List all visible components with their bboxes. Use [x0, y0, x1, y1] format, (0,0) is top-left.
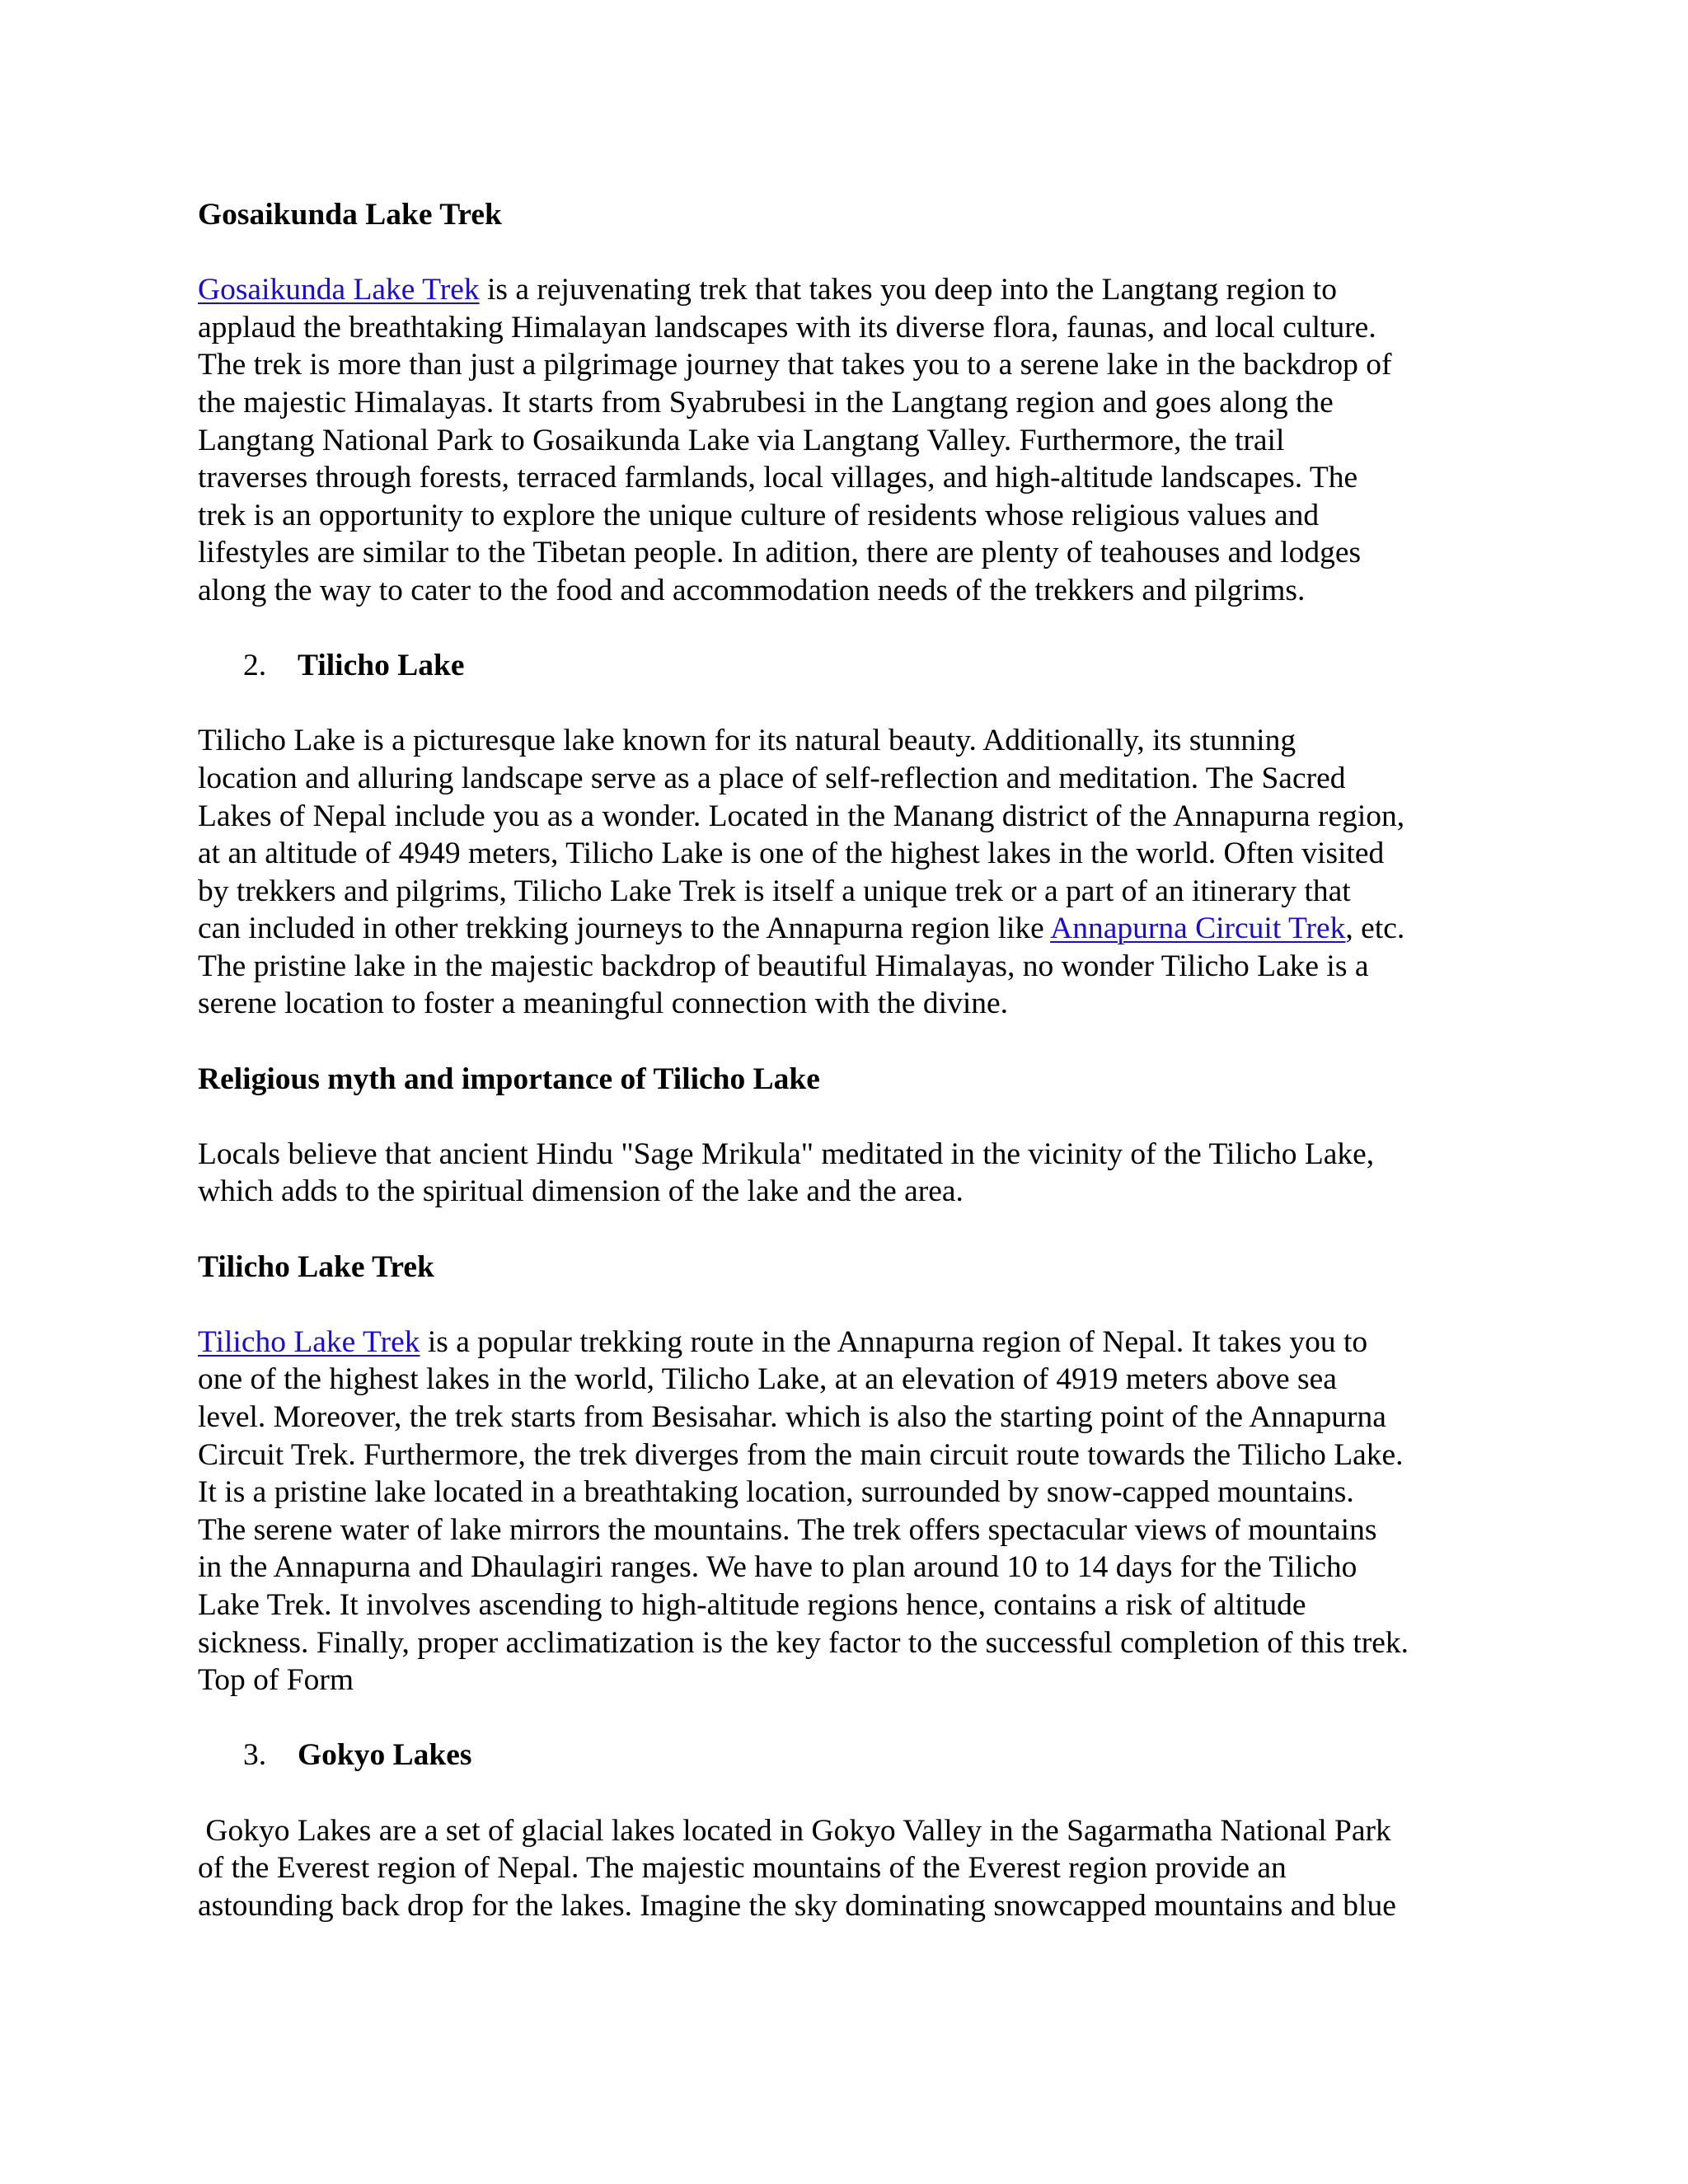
paragraph-line: level. Moreover, the trek starts from Besisahar. which is also the starting point of the Annapurna [198, 1400, 1386, 1434]
paragraph-line: trek is an opportunity to explore the unique culture of residents whose religious values and [198, 498, 1320, 532]
heading-text: Tilicho Lake [298, 649, 465, 683]
paragraph-line: along the way to cater to the food and accommodation needs of the trekkers and pilgrims. [198, 573, 1306, 607]
gosaikunda-paragraph [198, 271, 1508, 609]
paragraph-text: is a rejuvenating trek that takes you deep into the Langtang region to [479, 273, 1337, 307]
religious-myth-heading: Religious myth and importance of Tilicho Lake [198, 1062, 820, 1096]
paragraph-line: sickness. Finally, proper acclimatization is the key factor to the successful completion of this trek. [198, 1625, 1409, 1660]
paragraph-line: Lakes of Nepal include you as a wonder. Located in the Manang district of the Annapurna region, [198, 799, 1405, 833]
paragraph-line: astounding back drop for the lakes. Imagine the sky dominating snowcapped mountains and blue [198, 1888, 1396, 1923]
gokyo-lakes-heading [198, 1736, 1508, 1774]
paragraph-line: serene location to foster a meaningful connection with the divine. [198, 987, 1009, 1021]
tilicho-trek-paragraph [198, 1324, 1508, 1699]
paragraph-line: The trek is more than just a pilgrimage journey that takes you to a serene lake in the backdrop of [198, 348, 1392, 382]
paragraph-line: Lake Trek. It involves ascending to high-altitude regions hence, contains a risk of altitude [198, 1587, 1306, 1622]
religious-myth-paragraph [198, 1136, 1508, 1211]
paragraph-line: one of the highest lakes in the world, Tilicho Lake, at an elevation of 4919 meters above sea [198, 1362, 1337, 1397]
document-page [198, 196, 1508, 1924]
top-of-form-text: Top of Form [198, 1663, 354, 1698]
paragraph-line: applaud the breathtaking Himalayan landscapes with its diverse flora, faunas, and local culture. [198, 310, 1376, 344]
paragraph-line: lifestyles are similar to the Tibetan people. In adition, there are plenty of teahouses and lodges [198, 536, 1362, 570]
paragraph-line: traverses through forests, terraced farmlands, local villages, and high-altitude landscapes. The [198, 461, 1358, 495]
paragraph-line: Langtang National Park to Gosaikunda Lake via Langtang Valley. Furthermore, the trail [198, 423, 1285, 457]
heading-text: Gokyo Lakes [298, 1738, 472, 1773]
paragraph-text: is a popular trekking route in the Annapurna region of Nepal. It takes you to [420, 1324, 1368, 1359]
paragraph-line: Gokyo Lakes are a set of glacial lakes located in Gokyo Valley in the Sagarmatha National Park [198, 1813, 1391, 1848]
paragraph-line: at an altitude of 4949 meters, Tilicho Lake is one of the highest lakes in the world. Often visited [198, 837, 1385, 871]
paragraph-line: Circuit Trek. Furthermore, the trek diverges from the main circuit route towards the Tilicho Lake. [198, 1437, 1404, 1472]
paragraph-line: which adds to the spiritual dimension of the lake and the area. [198, 1174, 964, 1209]
paragraph-text: can included in other trekking journeys to the Annapurna region like [198, 912, 1051, 946]
gokyo-paragraph [198, 1812, 1508, 1925]
paragraph-line: the majestic Himalayas. It starts from Syabrubesi in the Langtang region and goes along the [198, 385, 1334, 419]
paragraph-text: , etc. [1345, 912, 1405, 946]
tilicho-lake-trek-heading: Tilicho Lake Trek [198, 1249, 434, 1284]
paragraph-line: in the Annapurna and Dhaulagiri ranges. We have to plan around 10 to 14 days for the Tilicho [198, 1550, 1357, 1585]
list-number: 3. [243, 1738, 267, 1773]
paragraph-line: The pristine lake in the majestic backdrop of beautiful Himalayas, no wonder Tilicho Lake is a [198, 949, 1369, 983]
tilicho-lake-trek-link[interactable]: Tilicho Lake Trek [198, 1324, 420, 1359]
annapurna-circuit-trek-link[interactable]: Annapurna Circuit Trek [1050, 912, 1346, 946]
tilicho-lake-heading [198, 647, 1508, 685]
gosaikunda-heading: Gosaikunda Lake Trek [198, 198, 502, 232]
paragraph-line: location and alluring landscape serve as a place of self-reflection and meditation. The Sacred [198, 761, 1346, 795]
paragraph-line: The serene water of lake mirrors the mountains. The trek offers spectacular views of mountains [198, 1512, 1377, 1547]
paragraph-line: Locals believe that ancient Hindu "Sage Mrikula" meditated in the vicinity of the Tilicho Lake, [198, 1137, 1375, 1171]
paragraph-line: by trekkers and pilgrims, Tilicho Lake Trek is itself a unique trek or a part of an itinerary that [198, 874, 1351, 908]
paragraph-line: It is a pristine lake located in a breathtaking location, surrounded by snow-capped mountains. [198, 1475, 1354, 1510]
gosaikunda-trek-link[interactable]: Gosaikunda Lake Trek [198, 273, 480, 307]
paragraph-line: of the Everest region of Nepal. The majestic mountains of the Everest region provide an [198, 1851, 1287, 1886]
paragraph-line: Tilicho Lake is a picturesque lake known for its natural beauty. Additionally, its stunning [198, 724, 1296, 758]
list-number: 2. [243, 649, 267, 683]
tilicho-paragraph [198, 722, 1508, 1023]
